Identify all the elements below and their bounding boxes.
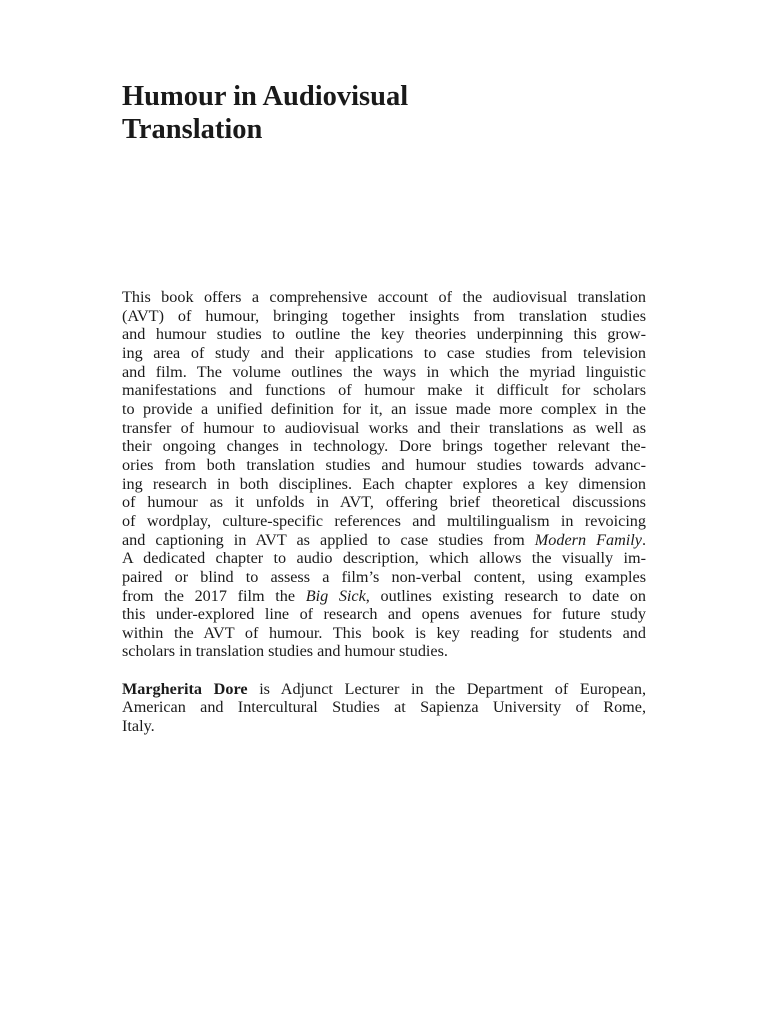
author-bio-line	[122, 680, 646, 699]
description-line: paired or blind to assess a film’s non-verbal content, using examples	[122, 567, 646, 586]
description-line	[122, 587, 646, 606]
book-title-line-1: Humour in Audiovisual	[122, 81, 409, 112]
book-description	[122, 288, 646, 736]
description-line: ories from both translation studies and humour studies towards advanc-	[122, 455, 646, 474]
paragraph-gap	[122, 661, 646, 680]
description-line	[122, 531, 646, 550]
description-line: transfer of humour to audiovisual works and their translations as well as	[122, 418, 646, 437]
author-bio-line: Italy.	[122, 717, 155, 736]
description-line: of wordplay, culture-specific references and multilingualism in revoicing	[122, 511, 646, 530]
description-line: to provide a unified definition for it, an issue made more complex in the	[122, 399, 646, 418]
description-text: , outlines existing research to date on	[365, 586, 646, 605]
book-title	[122, 80, 582, 146]
show-title-modern-family: Modern Family	[534, 530, 642, 549]
description-line: within the AVT of humour. This book is key reading for students and	[122, 623, 646, 642]
book-title-line-2: Translation	[122, 114, 263, 145]
description-line: scholars in translation studies and humour studies.	[122, 642, 448, 661]
description-line: this under-explored line of research and opens avenues for future study	[122, 605, 646, 624]
film-title-big-sick: Big Sick	[305, 586, 366, 605]
description-line: ing area of study and their applications to case studies from television	[122, 343, 646, 362]
description-line: manifestations and functions of humour make it difficult for scholars	[122, 381, 646, 400]
description-line: of humour as it unfolds in AVT, offering brief theoretical discussions	[122, 493, 646, 512]
description-line: and humour studies to outline the key theories underpinning this grow-	[122, 325, 646, 344]
description-line: This book offers a comprehensive account of the audiovisual translation	[122, 288, 646, 306]
description-text: from the 2017 film the	[122, 586, 306, 605]
author-bio-text: is Adjunct Lecturer in the Department of European,	[247, 679, 646, 698]
description-line: ing research in both disciplines. Each chapter explores a key dimension	[122, 474, 646, 493]
description-text: .	[641, 530, 646, 549]
description-line: A dedicated chapter to audio description, which allows the visually im-	[122, 549, 646, 568]
author-name: Margherita Dore	[122, 679, 248, 698]
description-line: and film. The volume outlines the ways in which the myriad linguistic	[122, 362, 646, 381]
description-line: their ongoing changes in technology. Dore brings together relevant the-	[122, 437, 646, 456]
author-bio-line: American and Intercultural Studies at Sapienza University of Rome,	[122, 698, 646, 717]
description-line: (AVT) of humour, bringing together insights from translation studies	[122, 306, 646, 325]
description-text: and captioning in AVT as applied to case studies from	[122, 530, 535, 549]
